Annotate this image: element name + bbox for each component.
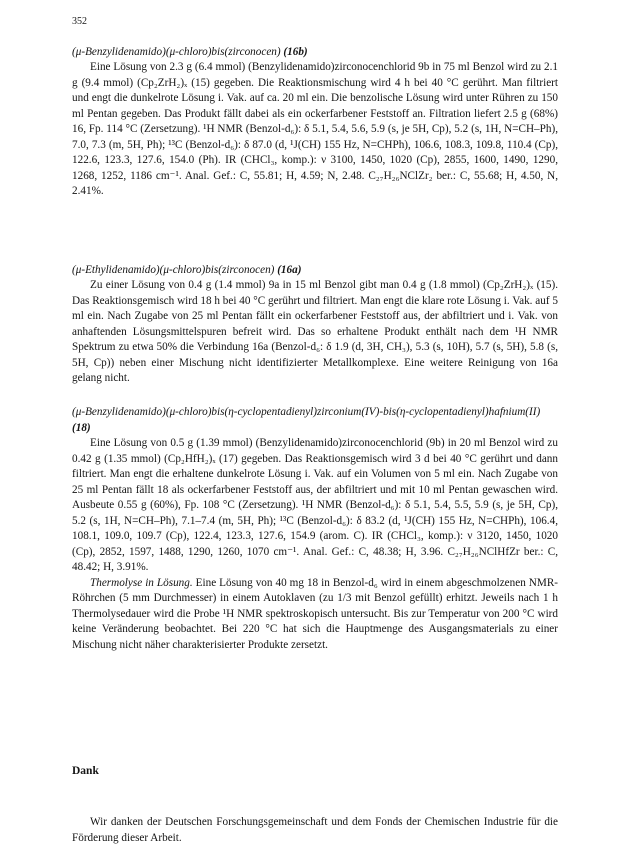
section-16b (72, 44, 558, 200)
compound-number: (16a) (277, 264, 302, 276)
compound-number: (16b) (283, 46, 308, 58)
section-body: Zu einer Lösung von 0.4 g (1.4 mmol) 9a in 15 ml Benzol gibt man 0.4 g (1.8 mmol) (Cp₂ZrH₂)ₓ (15). Das Reaktionsgemisch wird 18 h bei 40 °C gerührt und filtriert. Man engt die klare rote Lösung i. Vak. auf 5 ml ein. Nach Zugabe von 25 ml Pentan fällt ein ockerfarbener Feststoff aus, der abfiltriert und i. Vak. von anhaftenden Lösungsmittelspuren befreit wird. Das so erhaltene Produkt enthält nach dem ¹H NMR Spektrum zu etwa 50% die Verbindung 16a (Benzol-d₆: δ 1.9 (d, 3H, CH₃), 5.3 (s, 10H), 5.7 (s, 5H), 5.8 (s, 5H, Cp)) neben einer Mischung nicht identifizierter Metallkomplexe. Eine weitere Reinigung von 16a gelang nicht. (72, 279, 558, 384)
heading-text: (μ-Ethylidenamido)(μ-chloro)bis(zirconocen) (72, 264, 275, 276)
thermolysis-paragraph (72, 576, 558, 654)
acknowledgement-section (72, 765, 558, 777)
section-heading (72, 44, 558, 60)
heading-text: (μ-Benzylidenamido)(μ-chloro)bis(η-cyclopentadienyl)zirconium(IV)-bis(η-cyclopentadienyl)hafnium(II) (72, 406, 541, 418)
acknowledgement-title: Dank (72, 765, 99, 777)
section-18 (72, 404, 558, 653)
thermolysis-text: Eine Lösung von 40 mg 18 in Benzol-d₆ wird in einem abgeschmolzenen NMR-Röhrchen (5 mm Durchmesser) in einem Autoklaven (zu 1/3 mit Benzol gefüllt) erhitzt. Jeweils nach 1 h Thermolysedauer wird die Probe ¹H NMR spektroskopisch untersucht. Bis zur Temperatur von 200 °C wird keine Veränderung beobachtet. Bei 220 °C hat sich die Hauptmenge des Ausgangsmaterials zu einer Mischung nicht näher charakterisierter Produkte zersetzt. (72, 576, 559, 651)
thermolysis-label: Thermolyse in Lösung. (90, 576, 193, 589)
acknowledgement-body: Wir danken der Deutschen Forschungsgemeinschaft und dem Fonds der Chemischen Industrie für die Förderung dieser Arbeit. (72, 816, 558, 844)
compound-number: (18) (72, 422, 91, 434)
heading-text: (μ-Benzylidenamido)(μ-chloro)bis(zirconocen) (72, 46, 281, 58)
acknowledgement-body-block (72, 815, 558, 846)
section-16a (72, 262, 558, 387)
section-body: Eine Lösung von 2.3 g (6.4 mmol) (Benzylidenamido)zirconocenchlorid 9b in 75 ml Benzol wird zu 2.1 g (9.4 mmol) (Cp₂ZrH₂)ₓ (15) gegeben. Die Reaktionsmischung wird 4 h bei 40 °C gerührt. Man filtriert und engt die dunkelrote Lösung i. Vak. auf ca. 20 ml ein. Die benzolische Lösung wird unter Rühren zu 150 ml Pentan gegeben. Das Produkt fällt dabei als ein ockerfarbener Feststoff an. Filtration liefert 2.5 g (68%) 16, Fp. 114 °C (Zersetzung). ¹H NMR (Benzol-d₆): δ 5.1, 5.4, 5.6, 5.9 (s, je 5H, Cp), 5.2 (s, 1H, N=CH–Ph), 7.0, 7.3 (m, 5H, Ph); ¹³C (Benzol-d₆): δ 87.0 (d, ¹J(CH) 155 Hz, N=CHPh), 106.6, 108.3, 109.8, 110.4 (Cp), 122.6, 123.3, 127.6, 154.0 (Ph). IR (CHCl₃, komp.): ν 3100, 1450, 1020 (Cp), 2855, 1600, 1490, 1290, 1268, 1252, 1186 cm⁻¹. Anal. Gef.: C, 55.81; H, 4.59; N, 2.48. C₂₇H₂₆NClZr₂ ber.: C, 55.68; H, 4.50, N, 2.41%. (72, 61, 558, 197)
section-body: Eine Lösung von 0.5 g (1.39 mmol) (Benzylidenamido)zirconocenchlorid (9b) in 20 ml Benzol wird zu 0.42 g (1.35 mmol) (Cp₂HfH₂)ₓ (17) gegeben. Das Reaktionsgemisch wird 3 d bei 40 °C gerührt und dann filtriert. Man engt die erhaltene dunkelrote Lösung i. Vak. auf ein Volumen von 5 ml ein. Nach Zugabe von 25 ml Pentan fällt 18 als ockerfarbener Feststoff aus, der abfiltriert und mit 10 ml Pentan gewaschen wird. Ausbeute 0.55 g (60%), Fp. 108 °C (Zersetzung). ¹H NMR (Benzol-d₆): δ 5.1, 5.4, 5.5, 5.9 (s, je 5H, Cp), 5.2 (s, 1H, N=CH–Ph), 7.1–7.4 (m, 5H, Ph); ¹³C (Benzol-d₆): δ 83.2 (d, ¹J(CH) 155 Hz, N=CHPh), 106.4, 108.1, 109.0, 109.7 (Cp), 122.4, 123.3, 127.6, 154.9 (arom. C). IR (CHCl₃, komp.): ν 3120, 1450, 1020 (Cp), 2852, 1597, 1488, 1290, 1260, 1070 cm⁻¹. Anal. Gef.: C, 48.38; H, 3.96. C₂₇H₂₆NClHfZr ber.: C, 48.42; H, 3.91%. (72, 437, 558, 573)
section-heading (72, 262, 558, 278)
page-number: 352 (72, 16, 87, 27)
section-heading (72, 404, 558, 436)
